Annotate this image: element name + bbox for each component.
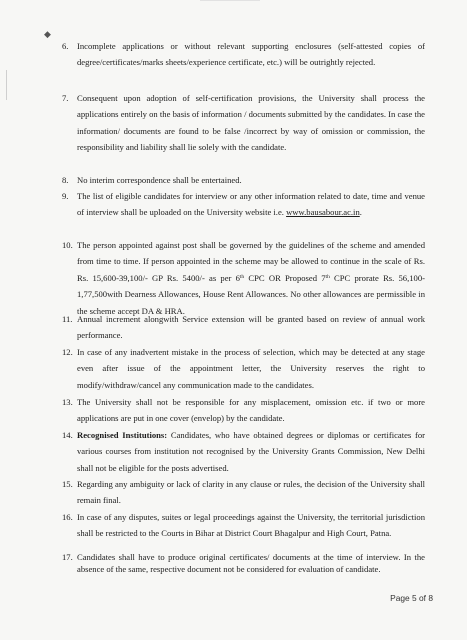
scan-edge-mark	[6, 70, 7, 100]
clause-number: 10.	[62, 240, 73, 250]
clause-14	[62, 427, 425, 476]
clause-9	[62, 188, 425, 221]
clause-text-end: .	[359, 207, 362, 218]
clause-text: The person appointed against post shall be governed by the guidelines of the scheme and amended from time to time. If person appointed in the scheme may be allowed to continue in the scale of Rs. Rs. 15,600-39,100/- GP Rs. 5400/- as per 6	[77, 240, 425, 283]
clause-text: CPC prorate Rs. 56,100-1,77,500with Dearness Allowances, House Rent Allowances. No other allowances are permissible in the scheme accept DA & HRA.	[77, 272, 426, 316]
clause-number: 7.	[62, 93, 69, 103]
clause-text: The list of eligible candidates for interview or any other information related to date, time and venue of interview shall be uploaded on the University website i.e.	[77, 191, 425, 218]
clause-12	[62, 344, 425, 393]
clause-text: The University shall not be responsible for any misplacement, omission etc. if two or more applications are put in one cover (envelop) by the candidate.	[77, 397, 425, 424]
clause-7	[62, 90, 425, 156]
clause-heading: Recognised Institutions:	[77, 430, 168, 440]
clause-11	[62, 311, 425, 344]
page-separator: of	[416, 593, 429, 603]
clause-number: 17.	[62, 552, 73, 562]
clause-number: 8.	[62, 175, 69, 185]
clause-number: 13.	[62, 397, 73, 407]
ordinal-suffix: th	[239, 273, 245, 280]
page-total: 8	[428, 593, 433, 603]
page-number	[390, 593, 433, 603]
university-website-link[interactable]: www.bausabour.ac.in	[286, 207, 360, 218]
clause-text: Annual increment alongwith Service extension will be granted based on review of annual work performance.	[77, 314, 425, 341]
clause-text: Regarding any ambiguity or lack of clarity in any clause or rules, the decision of the University shall remain final.	[77, 479, 425, 506]
clause-15	[62, 476, 425, 509]
clause-6	[62, 38, 425, 71]
clause-number: 9.	[62, 191, 69, 201]
scan-speck: ◆	[44, 30, 51, 40]
clause-8	[62, 172, 425, 188]
clause-13	[62, 394, 425, 427]
clause-17	[62, 551, 425, 575]
scan-artifact-line	[200, 0, 260, 1]
clause-text: Consequent upon adoption of self-certification provisions, the University shall process the applications entirely on the basis of information / documents submitted by the candidates. In case the information/ documents are found to be false /incorrect by way of omission or commission, the responsibility and liability shall lie solely with the candidate.	[77, 93, 425, 153]
page-current: 5	[412, 593, 417, 603]
clause-text: CPC OR Proposed 7	[244, 272, 326, 283]
clause-number: 11.	[62, 314, 73, 324]
clause-number: 15.	[62, 479, 73, 489]
clause-text: Candidates, who have obtained degrees or diplomas or certificates for various courses from institution not recognised by the University Grants Commission, New Delhi shall not be eligible for the posts advertised.	[77, 430, 425, 473]
clause-number: 12.	[62, 347, 73, 357]
clause-text: No interim correspondence shall be entertained.	[77, 175, 242, 185]
clause-text: In case of any inadvertent mistake in the process of selection, which may be detected at any stage even after issue of the appointment letter, the University reserves the right to modify/withdraw/cancel any communication made to the candidates.	[77, 347, 425, 390]
clause-text: Incomplete applications or without relevant supporting enclosures (self-attested copies of degree/certificates/marks sheets/experience certificate, etc.) will be outrightly rejected.	[77, 41, 425, 68]
clause-number: 6.	[62, 41, 69, 51]
clause-number: 16.	[62, 512, 73, 522]
clause-16	[62, 509, 425, 542]
clause-text: In case of any disputes, suites or legal proceedings against the University, the territorial jurisdiction shall be restricted to the Courts in Bihar at District Court Bhagalpur and High Court, Patna.	[77, 512, 425, 539]
ordinal-suffix: th	[325, 273, 330, 280]
page-prefix: Page	[390, 593, 413, 603]
clause-number: 14.	[62, 430, 73, 440]
clause-text: Candidates shall have to produce original certificates/ documents at the time of interview. In the absence of the same, respective document not be considered for evaluation of candidate.	[77, 552, 425, 575]
